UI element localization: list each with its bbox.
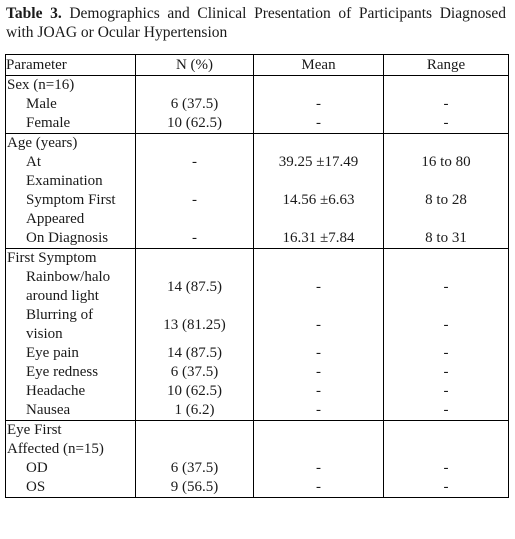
- row-mean: -: [254, 95, 384, 114]
- section-title: Sex (n=16): [6, 76, 136, 96]
- header-range: Range: [384, 55, 509, 76]
- row-n: 14 (87.5): [136, 268, 254, 306]
- row-param: OD: [6, 459, 136, 478]
- row-mean: -: [254, 478, 384, 498]
- row-param-line1: Rainbow/halo: [26, 269, 111, 285]
- row-param: [6, 191, 136, 229]
- row-n: 6 (37.5): [136, 95, 254, 114]
- row-param: Eye pain: [6, 344, 136, 363]
- section-row-eye-first-affected: [6, 421, 509, 460]
- row-range: -: [384, 363, 509, 382]
- row-range: 8 to 28: [384, 191, 509, 229]
- row-n: 9 (56.5): [136, 478, 254, 498]
- section-row-sex: [6, 76, 509, 96]
- table-label: Table 3.: [6, 5, 62, 22]
- row-param: [6, 268, 136, 306]
- section-row-age: [6, 134, 509, 154]
- row-param: Nausea: [6, 401, 136, 421]
- row-n: 6 (37.5): [136, 459, 254, 478]
- row-mean: -: [254, 268, 384, 306]
- row-n: 13 (81.25): [136, 306, 254, 344]
- row-n: 1 (6.2): [136, 401, 254, 421]
- section-row-first-symptom: [6, 249, 509, 269]
- row-mean: -: [254, 344, 384, 363]
- row-range: -: [384, 459, 509, 478]
- row-mean: -: [254, 114, 384, 134]
- table-row: [6, 401, 509, 421]
- row-range: -: [384, 306, 509, 344]
- row-range: -: [384, 401, 509, 421]
- row-param: [6, 306, 136, 344]
- row-param-line1: At: [26, 154, 41, 170]
- demographics-table: [5, 54, 509, 498]
- row-mean: -: [254, 306, 384, 344]
- table-row: [6, 459, 509, 478]
- row-n: 14 (87.5): [136, 344, 254, 363]
- row-n: 10 (62.5): [136, 114, 254, 134]
- header-n-percent: N (%): [136, 55, 254, 76]
- row-n: 10 (62.5): [136, 382, 254, 401]
- row-param-line2: vision: [26, 326, 63, 342]
- row-mean: 14.56 ±6.63: [254, 191, 384, 229]
- table-row: [6, 478, 509, 498]
- row-mean: 39.25 ±17.49: [254, 153, 384, 191]
- row-param: Male: [6, 95, 136, 114]
- row-range: -: [384, 95, 509, 114]
- table-row: [6, 191, 509, 229]
- row-param-line2: Appeared: [26, 211, 85, 227]
- row-param-line1: Symptom First: [26, 192, 116, 208]
- row-range: 16 to 80: [384, 153, 509, 191]
- row-n: -: [136, 229, 254, 249]
- row-mean: -: [254, 401, 384, 421]
- row-param-line1: Blurring of: [26, 307, 94, 323]
- row-param-line2: Examination: [26, 173, 103, 189]
- row-range: -: [384, 478, 509, 498]
- row-range: -: [384, 382, 509, 401]
- table-row: [6, 229, 509, 249]
- row-n: 6 (37.5): [136, 363, 254, 382]
- header-parameter: Parameter: [6, 55, 136, 76]
- table-row: [6, 306, 509, 344]
- table-title: Demographics and Clinical Presentation of Participants Diagnosed with JOAG or Ocular Hypertension: [6, 5, 506, 41]
- table-row: [6, 268, 509, 306]
- row-param: Headache: [6, 382, 136, 401]
- section-title: [6, 421, 136, 460]
- row-param: [6, 153, 136, 191]
- table-row: [6, 363, 509, 382]
- table-header-row: [6, 55, 509, 76]
- row-range: -: [384, 114, 509, 134]
- row-range: -: [384, 344, 509, 363]
- row-range: -: [384, 268, 509, 306]
- row-n: -: [136, 153, 254, 191]
- row-mean: -: [254, 382, 384, 401]
- section-title: Age (years): [6, 134, 136, 154]
- row-range: 8 to 31: [384, 229, 509, 249]
- table-row: [6, 344, 509, 363]
- row-mean: 16.31 ±7.84: [254, 229, 384, 249]
- row-param: Eye redness: [6, 363, 136, 382]
- table-row: [6, 95, 509, 114]
- row-mean: -: [254, 459, 384, 478]
- row-param: On Diagnosis: [6, 229, 136, 249]
- section-title-line2: Affected (n=15): [7, 441, 104, 457]
- row-param-line2: around light: [26, 288, 99, 304]
- section-title-line1: Eye First: [7, 422, 62, 438]
- row-n: -: [136, 191, 254, 229]
- table-row: [6, 114, 509, 134]
- row-param: OS: [6, 478, 136, 498]
- row-param: Female: [6, 114, 136, 134]
- table-row: [6, 153, 509, 191]
- row-mean: -: [254, 363, 384, 382]
- header-mean: Mean: [254, 55, 384, 76]
- section-title: First Symptom: [6, 249, 136, 269]
- table-row: [6, 382, 509, 401]
- table-caption: [6, 4, 506, 42]
